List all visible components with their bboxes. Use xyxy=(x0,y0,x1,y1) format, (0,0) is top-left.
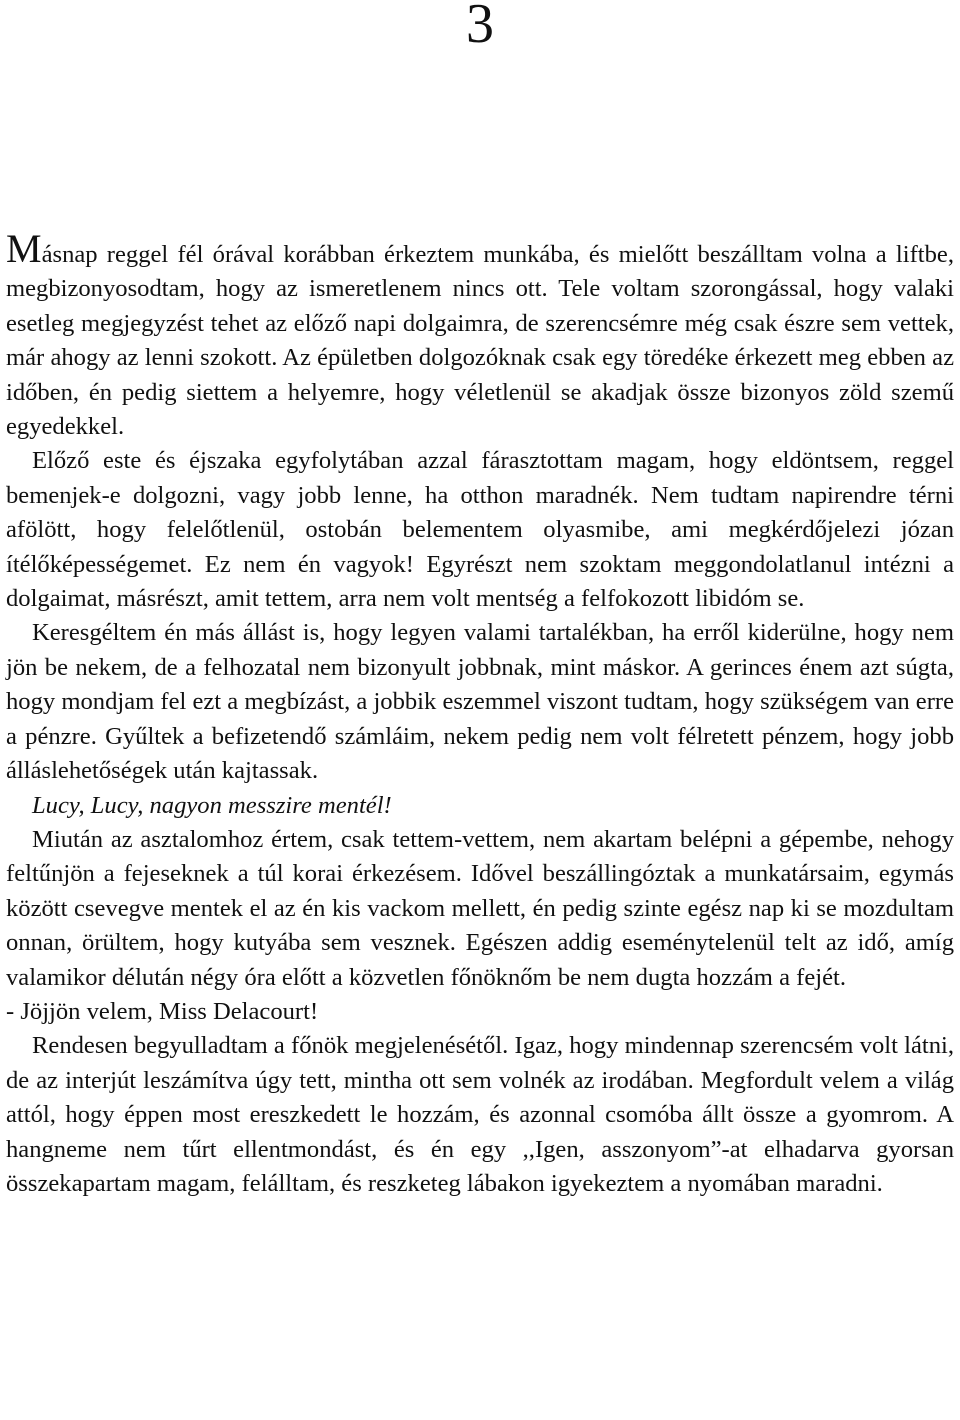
paragraph-1-text: ásnap reggel fél órával korábban érkeztem munkába, és mielőtt beszálltam volna a liftbe, megbizonyosodtam, hogy az ismeretlenem nincs ott. Tele voltam szorongással, hogy valaki esetleg megjegyzést tehet az előző napi dolgaimra, de szerencsémre még csak észre sem vettek, már ahogy az lenni szokott. Az épületben dolgozóknak csak egy töredéke érkezett meg ebben az időben, én pedig siettem a helyemre, hogy véletlenül se akadjak össze bizonyos zöld szemű egyedekkel. xyxy=(6,241,954,441)
chapter-body xyxy=(6,226,954,1201)
paragraph-3: Keresgéltem én más állást is, hogy legyen valami tartalékban, ha erről kiderülne, hogy nem jön be nekem, de a felhozatal nem bizonyult jobbnak, mint máskor. A gerinces énem azt súgta, hogy mondjam fel ezt a megbízást, a jobbik eszemmel viszont tudtam, hogy szükségem van erre a pénzre. Gyűltek a befizetendő számláim, nekem pedig nem volt félretett pénzem, hogy jobb álláslehetőségek után kajtassak. xyxy=(6,619,954,785)
paragraph-1 xyxy=(6,226,954,444)
paragraph-5: Miután az asztalomhoz értem, csak tettem-vettem, nem akartam belépni a gépembe, nehogy feltűnjön a fejeseknek a túl korai érkezésem. Idővel beszállingóztak a munkatársaim, egymás között csevegve mentek el az én kis vackom mellett, én pedig szinte egész nap ki se mozdultam onnan, örültem, hogy kutyába sem vesznek. Egészen addig eseménytelenül telt az idő, amíg valamikor délután négy óra előtt a közvetlen főnöknőm be nem dugta hozzám a fejét. xyxy=(6,825,954,991)
dialogue-line: - Jöjjön velem, Miss Delacourt! xyxy=(6,997,319,1025)
drop-cap-letter: M xyxy=(6,226,42,271)
paragraph-2: Előző este és éjszaka egyfolytában azzal fárasztottam magam, hogy eldöntsem, reggel bemenjek-e dolgozni, vagy jobb lenne, ha otthon maradnék. Nem tudtam napirendre térni afölött, hogy felelőtlenül, ostobán belementem olyasmibe, ami megkérdőjelezi józan ítélőképességemet. Ez nem én vagyok! Egyrészt nem szoktam meggondolatlanul intézni a dolgaimat, másrészt, amit tettem, arra nem volt mentség a felfokozott libidóm se. xyxy=(6,447,954,613)
chapter-number: 3 xyxy=(466,0,494,55)
paragraph-7: Rendesen begyulladtam a főnök megjelenésétől. Igaz, hogy mindennap szerencsém volt látni, de az interjút leszámítva úgy tett, mintha ott sem volnék az irodában. Megfordult velem a világ attól, hogy éppen most ereszkedett le hozzám, és azonnal csomóba állt össze a gyomrom. A hangneme nem tűrt ellentmondást, és én egy ,,Igen, asszonyom”-at elhadarva gyorsan összekapartam magam, felálltam, és reszketeg lábakon igyekeztem a nyomában maradni. xyxy=(6,1032,954,1197)
italic-thought: Lucy, Lucy, nagyon messzire mentél! xyxy=(32,791,392,819)
